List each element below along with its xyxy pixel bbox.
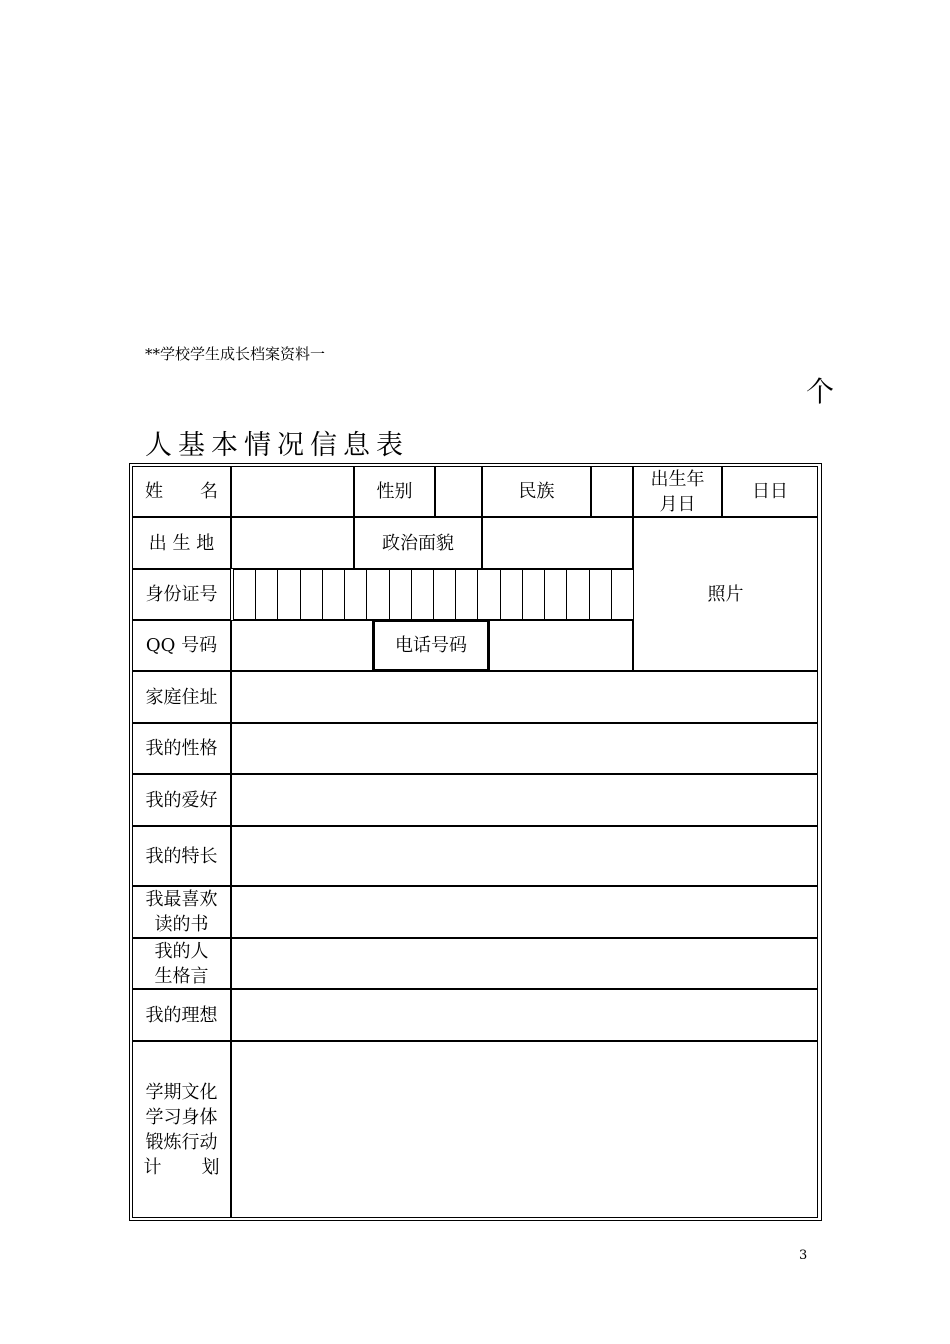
- birthdate-label: [633, 466, 722, 517]
- action-plan-label-line4b: 划: [201, 1156, 220, 1178]
- ideal-label: 我的理想: [132, 989, 231, 1041]
- address-field[interactable]: [231, 671, 818, 723]
- talents-field[interactable]: [231, 826, 818, 886]
- action-plan-field[interactable]: [231, 1041, 818, 1218]
- personality-label: 我的性格: [132, 723, 231, 774]
- action-plan-label-line4: [144, 1155, 220, 1180]
- action-plan-label: [132, 1041, 231, 1218]
- id-digit-box[interactable]: [478, 570, 500, 619]
- action-plan-label-line2: 学习身体: [145, 1106, 218, 1128]
- motto-label-line2: 生格言: [154, 965, 209, 987]
- address-label: 家庭住址: [132, 671, 231, 723]
- name-label-a: 姓: [145, 481, 163, 502]
- id-digit-box[interactable]: [234, 570, 256, 619]
- talents-label: 我的特长: [132, 826, 231, 886]
- id-digit-box[interactable]: [390, 570, 412, 619]
- birthplace-field[interactable]: [231, 517, 354, 569]
- id-digit-box[interactable]: [456, 570, 478, 619]
- birthdate-label-line1: 出生年: [650, 468, 705, 490]
- motto-label-line1: 我的人: [154, 940, 209, 962]
- ethnicity-field[interactable]: [591, 466, 633, 517]
- personality-field[interactable]: [231, 723, 818, 774]
- favorite-book-label-line1: 我最喜欢: [145, 889, 218, 910]
- name-label: [132, 466, 231, 517]
- id-digit-box[interactable]: [323, 570, 345, 619]
- name-label-b: 名: [200, 481, 218, 502]
- ideal-field[interactable]: [231, 989, 818, 1041]
- phone-field[interactable]: [489, 620, 633, 671]
- gender-label: 性别: [354, 466, 435, 517]
- political-status-field[interactable]: [482, 517, 633, 569]
- id-digit-box[interactable]: [434, 570, 456, 619]
- form-title-part2: 人基本情况信息表: [145, 430, 409, 461]
- birthplace-label: 出 生 地: [132, 517, 231, 569]
- motto-field[interactable]: [231, 938, 818, 989]
- name-field[interactable]: [231, 466, 354, 517]
- gender-field[interactable]: [435, 466, 482, 517]
- hobbies-field[interactable]: [231, 774, 818, 826]
- action-plan-label-line4a: 计: [143, 1156, 162, 1178]
- ethnicity-label: 民族: [482, 466, 591, 517]
- id-digit-box[interactable]: [612, 570, 633, 619]
- id-number-label: 身份证号: [132, 569, 231, 620]
- id-digit-box[interactable]: [567, 570, 589, 619]
- id-digit-box[interactable]: [301, 570, 323, 619]
- birthdate-field[interactable]: 日日: [722, 466, 818, 517]
- page-number: 3: [799, 1248, 808, 1263]
- id-digit-box[interactable]: [345, 570, 367, 619]
- id-digit-box[interactable]: [501, 570, 523, 619]
- favorite-book-field[interactable]: [231, 886, 818, 938]
- form-title-part1: 个: [806, 375, 835, 408]
- qq-field[interactable]: [231, 620, 373, 671]
- political-status-label: 政治面貌: [354, 517, 482, 569]
- action-plan-label-line3: 锻炼行动: [145, 1131, 218, 1153]
- id-digit-box[interactable]: [367, 570, 389, 619]
- motto-label: [132, 938, 231, 989]
- phone-label: 电话号码: [373, 620, 489, 671]
- id-digit-box[interactable]: [545, 570, 567, 619]
- document-header: **学校学生成长档案资料一: [145, 345, 326, 363]
- id-digit-box[interactable]: [590, 570, 612, 619]
- id-number-field[interactable]: [233, 569, 634, 620]
- qq-label: QQ 号码: [132, 620, 231, 671]
- id-digit-box[interactable]: [412, 570, 434, 619]
- birthdate-label-line2: 月日: [659, 493, 696, 515]
- action-plan-label-line1: 学期文化: [145, 1081, 218, 1103]
- photo-area: 照片: [633, 517, 818, 671]
- id-digit-box[interactable]: [256, 570, 278, 619]
- id-digit-box[interactable]: [278, 570, 300, 619]
- favorite-book-label: [132, 886, 231, 938]
- favorite-book-label-line2: 读的书: [154, 914, 209, 935]
- hobbies-label: 我的爱好: [132, 774, 231, 826]
- id-digit-box[interactable]: [523, 570, 545, 619]
